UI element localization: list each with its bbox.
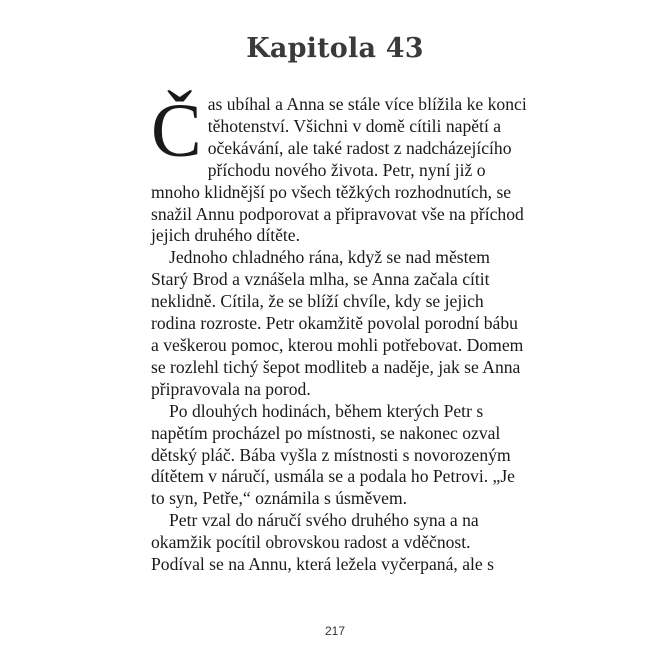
paragraph-4: Petr vzal do náručí svého druhého syna a na okamžik pocítil obrovskou radost a vděčnost. Podíval se na Annu, která ležela vyčerpaná, ale s: [151, 510, 494, 575]
paragraph-2: Jednoho chladného rána, když se nad městem Starý Brod a vznášela mlha, se Anna začala cítit neklidně. Cítila, že se blíží chvíle, kdy se jejich rodina rozroste. Petr okamžitě povolal porodní bábu a veškerou pomoc, kterou mohli potřebovat. Domem se rozlehl tichý šepot modliteb a naděje, jak se Anna připravovala na porod.: [151, 247, 524, 399]
paragraph-1-text: as ubíhal a Anna se stále více blížila ke konci těhotenství. Všichni v domě cítili napětí a očekávání, ale také radost z nadcházejícího příchodu nového života. Petr, nyní již o mnoho klidnější po všech těžkých rozhodnutích, se snažil Annu podporovat a připravovat vše na příchod jejich druhého dítěte.: [151, 94, 527, 246]
drop-cap: Č: [151, 89, 202, 173]
page-number: 217: [324, 624, 346, 638]
paragraph-1: [151, 89, 527, 247]
paragraph-3: Po dlouhých hodinách, během kterých Petr s napětím procházel po místnosti, se nakonec ozval dětský pláč. Bába vyšla z místnosti s novorozeným dítětem v náručí, usmála se a podala ho Petrovi. „Je to syn, Petře,“ oznámila s úsměvem.: [151, 400, 515, 509]
body-text: [151, 89, 527, 576]
chapter-title: Kapitola 43: [246, 33, 424, 64]
